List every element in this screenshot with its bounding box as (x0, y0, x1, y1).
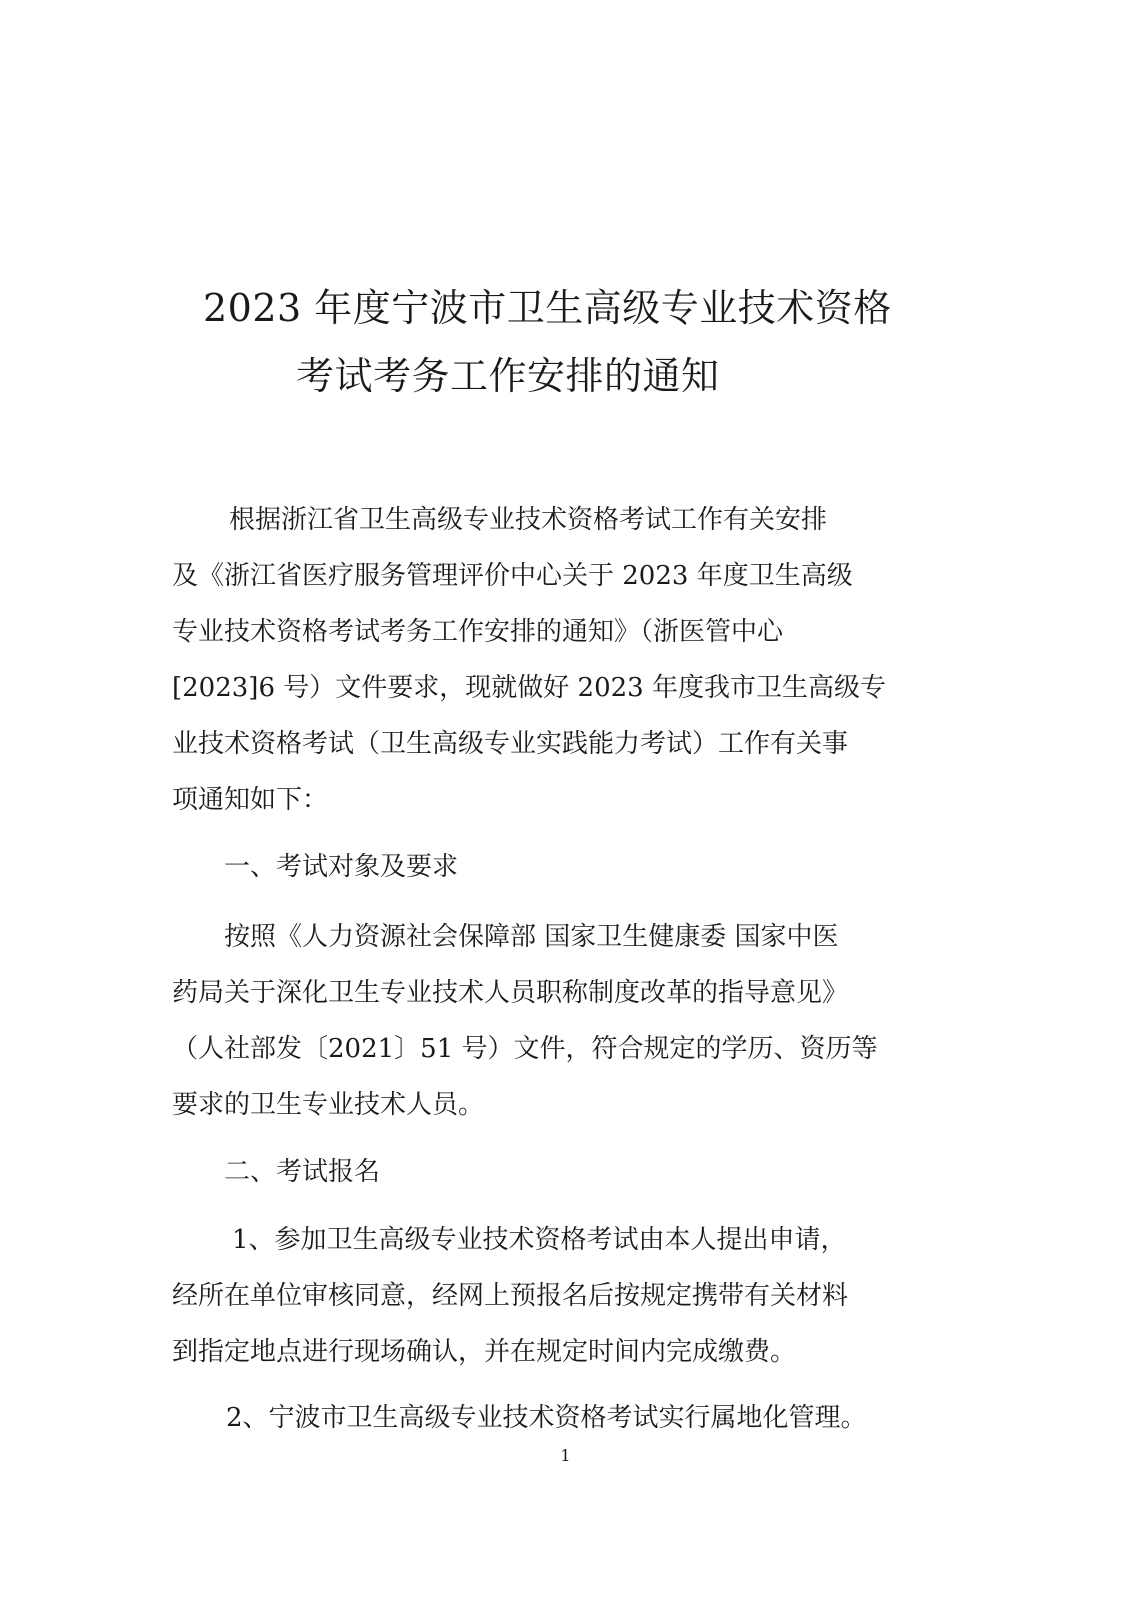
body-line: 经所在单位审核同意，经网上预报名后按规定携带有关材料 (172, 1281, 849, 1311)
page-number: 1 (560, 1446, 571, 1465)
body-line: 药局关于深化卫生专业技术人员职称制度改革的指导意见》 (172, 978, 849, 1008)
section-heading: 一、考试对象及要求 (224, 852, 459, 882)
body-line: 根据浙江省卫生高级专业技术资格考试工作有关安排 (229, 505, 828, 535)
document-title-line-2: 考试考务工作安排的通知 (296, 354, 720, 398)
document-title-line-1: 2023 年度宁波市卫生高级专业技术资格 (203, 286, 892, 330)
body-line: 业技术资格考试（卫生高级专业实践能力考试）工作有关事 (172, 729, 849, 759)
body-line: 专业技术资格考试考务工作安排的通知》（浙医管中心 (172, 617, 784, 647)
body-line: （人社部发〔2021〕51 号）文件，符合规定的学历、资历等 (172, 1034, 878, 1064)
body-line: 及《浙江省医疗服务管理评价中心关于 2023 年度卫生高级 (172, 561, 853, 591)
section-heading: 二、考试报名 (224, 1157, 381, 1187)
body-line: 按照《人力资源社会保障部 国家卫生健康委 国家中医 (224, 922, 839, 952)
body-line: 项通知如下： (172, 785, 329, 815)
body-line: [2023]6 号）文件要求，现就做好 2023 年度我市卫生高级专 (172, 673, 886, 703)
body-line: 到指定地点进行现场确认，并在规定时间内完成缴费。 (172, 1337, 797, 1367)
body-line: 1、参加卫生高级专业技术资格考试由本人提出申请， (232, 1225, 847, 1255)
body-line: 要求的卫生专业技术人员。 (172, 1090, 485, 1120)
body-line: 2、宁波市卫生高级专业技术资格考试实行属地化管理。 (226, 1403, 867, 1433)
